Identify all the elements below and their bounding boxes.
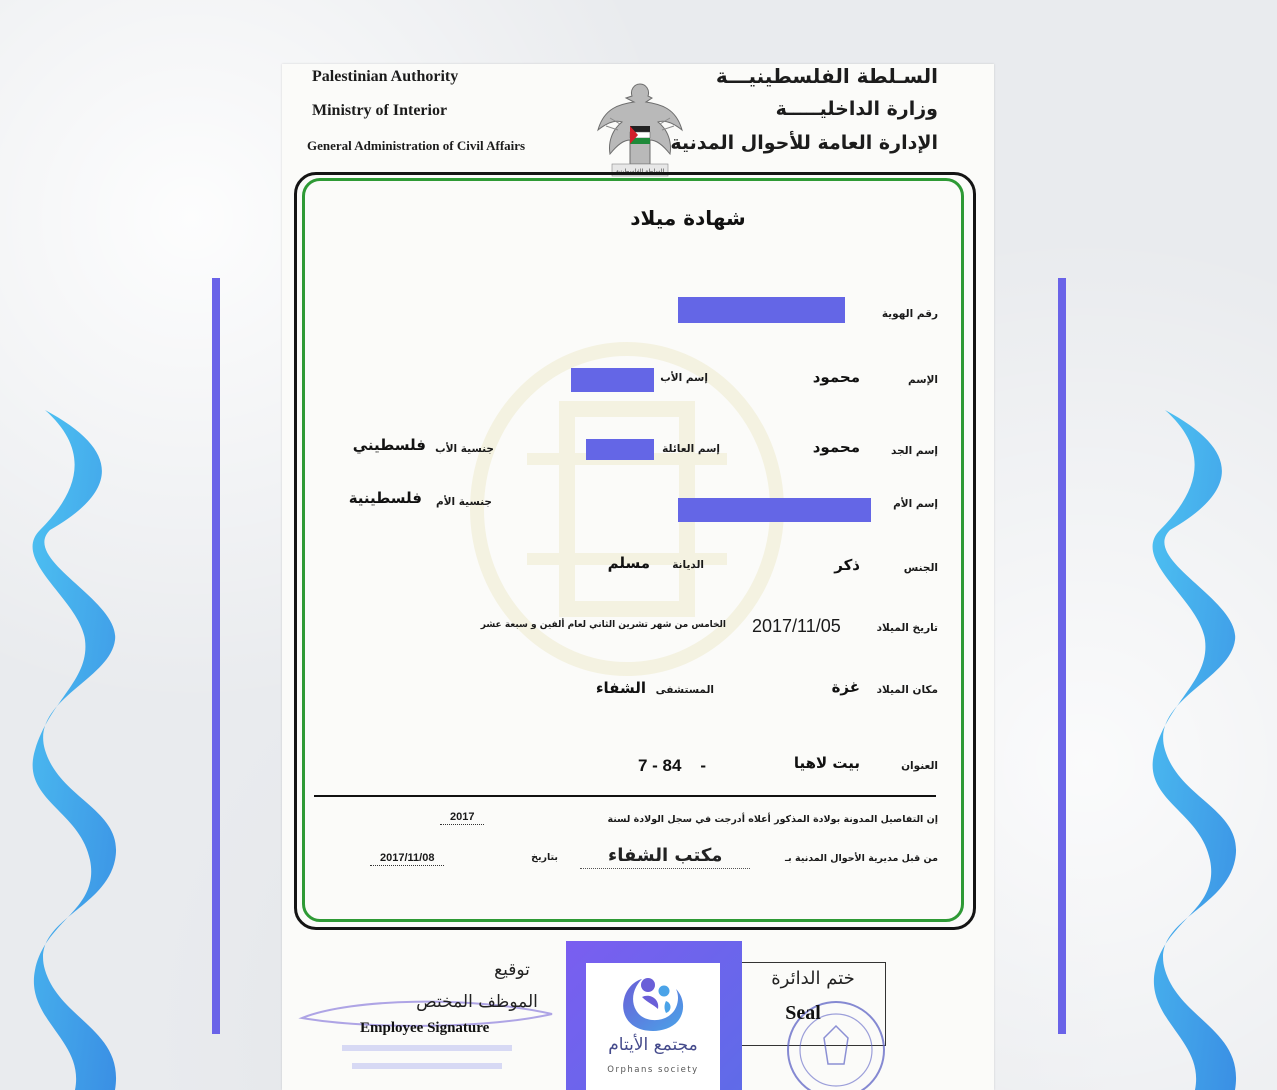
mother-name-redaction xyxy=(678,498,871,522)
birth-certificate-document xyxy=(282,64,994,1090)
birthplace-value: غزة xyxy=(831,678,860,696)
issue-date-label: بتاريخ xyxy=(531,852,558,863)
emblem-caption: السلطة الفلسطينية xyxy=(615,168,665,175)
signature-ar-line2: الموظف المختص xyxy=(416,992,538,1012)
header-ar-ministry: وزارة الداخليـــــة xyxy=(775,98,938,120)
right-accent-bar xyxy=(1058,278,1066,1034)
grandfather-label: إسم الجد xyxy=(891,445,938,457)
divider-line xyxy=(314,795,936,797)
father-nationality-label: جنسية الأب xyxy=(435,443,494,455)
left-wave-decoration xyxy=(30,410,130,1090)
eagle-emblem-icon xyxy=(590,78,690,182)
id-number-label: رقم الهوية xyxy=(881,308,938,320)
seal-en-label: Seal xyxy=(785,1002,821,1024)
office-value: مكتب الشفاء xyxy=(580,845,750,869)
father-name-redaction xyxy=(571,368,654,392)
directorate-statement: من قبل مديرية الأحوال المدنية بـ xyxy=(784,853,938,864)
grandfather-value: محمود xyxy=(812,438,860,456)
registry-statement: إن التفاصيل المدونة بولادة المذكور أعلاه أدرجت في سجل الولادة لسنة xyxy=(607,814,938,825)
family-name-redaction xyxy=(586,439,654,460)
logo-card xyxy=(586,963,720,1090)
religion-value: مسلم xyxy=(607,554,650,572)
header-en-ministry: Ministry of Interior xyxy=(312,102,448,119)
header-ar-authority: السـلطة الفلسطينيـــة xyxy=(715,64,938,88)
logo-en-name: Orphans society xyxy=(607,1065,699,1075)
issue-date-value: 2017/11/08 xyxy=(370,852,444,866)
id-number-redaction xyxy=(678,297,845,323)
name-value: محمود xyxy=(812,368,860,386)
address-number: 7 - 84 - xyxy=(638,756,707,775)
signature-ar-line1: توقيع xyxy=(494,960,530,980)
address-label: العنوان xyxy=(901,760,938,772)
orphans-society-logo xyxy=(566,941,742,1090)
address-value: بيت لاهيا xyxy=(793,754,860,772)
header-en-administration: General Administration of Civil Affairs xyxy=(307,138,526,153)
religion-label: الديانة xyxy=(672,559,704,571)
left-accent-bar xyxy=(212,278,220,1034)
signature-en-label: Employee Signature xyxy=(360,1020,490,1036)
birthplace-label: مكان الميلاد xyxy=(876,684,938,696)
right-wave-decoration xyxy=(1150,410,1250,1090)
header-en-authority: Palestinian Authority xyxy=(312,68,459,85)
mother-nationality-value: فلسطينية xyxy=(348,489,422,507)
father-nationality-value: فلسطيني xyxy=(352,436,426,454)
seal-ar-label: ختم الدائرة xyxy=(771,968,855,989)
gender-label: الجنس xyxy=(903,562,938,574)
hospital-label: المستشفى xyxy=(655,684,714,696)
birthdate-value: 2017/11/05 xyxy=(752,616,841,636)
registry-year: 2017 xyxy=(440,811,484,825)
header-ar-administration: الإدارة العامة للأحوال المدنية xyxy=(670,132,938,154)
family-name-label: إسم العائلة xyxy=(662,443,720,455)
birthdate-label: تاريخ الميلاد xyxy=(876,622,938,634)
name-label: الإسم xyxy=(908,374,938,386)
gender-value: ذكر xyxy=(834,556,860,574)
mother-name-label: إسم الأم xyxy=(893,498,938,510)
birthdate-words: الخامس من شهر تشرين الثاني لعام ألفين و سبعة عشر xyxy=(480,620,726,630)
father-name-label: إسم الأب xyxy=(660,372,708,384)
mother-nationality-label: جنسية الأم xyxy=(436,496,492,508)
logo-ar-name: مجتمع الأيتام xyxy=(608,1035,698,1055)
hospital-value: الشفاء xyxy=(595,679,646,697)
certificate-title: شهادة ميلاد xyxy=(630,206,746,230)
family-hands-icon xyxy=(620,971,686,1033)
